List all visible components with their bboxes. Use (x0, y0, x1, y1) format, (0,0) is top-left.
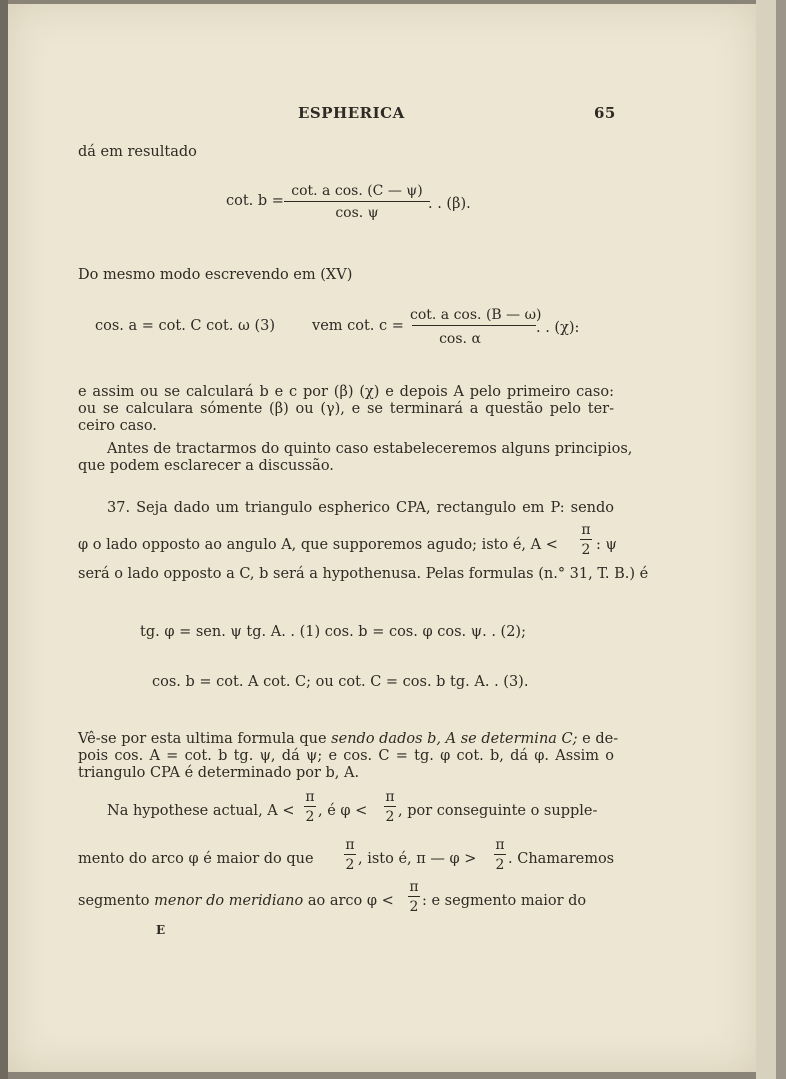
fraction-bar (384, 806, 396, 807)
text-line: e assim ou se calculará b e c por (β) (χ) e depois A pelo primeiro caso: (78, 384, 614, 400)
equation-chi-tag: . . (χ): (536, 320, 580, 336)
fraction-bar (580, 539, 592, 540)
text-line: φ o lado opposto ao angulo A, que supporemos agudo; isto é, A < (78, 537, 558, 553)
text-line: ou se calculara sómente (β) ou (γ), e se terminará a questão pelo ter- (78, 401, 614, 417)
equation-beta-numerator: cot. a cos. (C — ψ) (291, 183, 423, 199)
text-line: pois cos. A = cot. b tg. ψ, dá ψ; e cos. C = tg. φ cot. b, dá φ. Assim o (78, 748, 614, 764)
pi-symbol: π (385, 789, 395, 805)
fraction-bar (412, 325, 536, 326)
two-digit: 2 (305, 809, 315, 825)
equation-cos-a: cos. a = cot. C cot. ω (3) (95, 318, 275, 334)
running-title: ESPHERICA (298, 104, 405, 122)
text-line: , por conseguinte o supple- (398, 803, 598, 819)
equation-beta-lhs: cot. b = (226, 193, 284, 209)
pi-symbol: π (305, 789, 315, 805)
fraction-bar (304, 806, 316, 807)
text-line: Vê-se por esta ultima formula que sendo dados b, A se determina C; e de- (78, 731, 619, 747)
text-line: Na hypothese actual, A < (107, 803, 295, 819)
pi-symbol: π (581, 522, 591, 538)
text-line: , isto é, π — φ > (358, 851, 477, 867)
equation-chi-lhs: vem cot. c = (312, 318, 404, 334)
two-digit: 2 (581, 542, 591, 558)
text-line: ceiro caso. (78, 418, 157, 434)
text-line: mento do arco φ é maior do que (78, 851, 314, 867)
fraction-bar (344, 854, 356, 855)
two-digit: 2 (385, 809, 395, 825)
equation-chi-numerator: cot. a cos. (B — ω) (410, 307, 542, 323)
equation-beta-tag: . . (β). (428, 196, 471, 212)
two-digit: 2 (409, 899, 419, 915)
page-number: 65 (594, 104, 616, 122)
fraction-bar (408, 896, 420, 897)
signature-mark: E (156, 923, 166, 937)
text-line: triangulo CPA é determinado por b, A. (78, 765, 360, 781)
two-digit: 2 (345, 857, 355, 873)
equation-beta-denominator: cos. ψ (335, 205, 379, 221)
text-line: : ψ (596, 537, 617, 553)
equation-line-1-2: tg. φ = sen. ψ tg. A. . (1) cos. b = cos. φ cos. ψ. . (2); (140, 624, 526, 640)
pi-symbol: π (495, 837, 505, 853)
text-line: Antes de tractarmos do quinto caso estabeleceremos alguns principios, (107, 441, 633, 457)
equation-line-3: cos. b = cot. A cot. C; ou cot. C = cos. b tg. A. . (3). (152, 674, 529, 690)
book-gutter (0, 0, 8, 1079)
pi-symbol: π (409, 879, 419, 895)
book-outer-edge (776, 0, 786, 1079)
text-line: , é φ < (318, 803, 368, 819)
fraction-bar (494, 854, 506, 855)
text-line: será o lado opposto a C, b será a hypothenusa. Pelas formulas (n.° 31, T. B.) é (78, 566, 649, 582)
text-line: . Chamaremos (508, 851, 615, 867)
text-line: : e segmento maior do (422, 893, 587, 909)
two-digit: 2 (495, 857, 505, 873)
text-line: segmento menor do meridiano ao arco φ < (78, 893, 394, 909)
text-line: 37. Seja dado um triangulo espherico CPA, rectangulo em P: sendo (107, 500, 614, 516)
pi-symbol: π (345, 837, 355, 853)
text-line: que podem esclarecer a discussão. (78, 458, 334, 474)
text-line: Do mesmo modo escrevendo em (XV) (78, 267, 353, 283)
text-line: dá em resultado (78, 144, 197, 160)
equation-chi-denominator: cos. α (439, 331, 481, 347)
fraction-bar (284, 201, 430, 202)
